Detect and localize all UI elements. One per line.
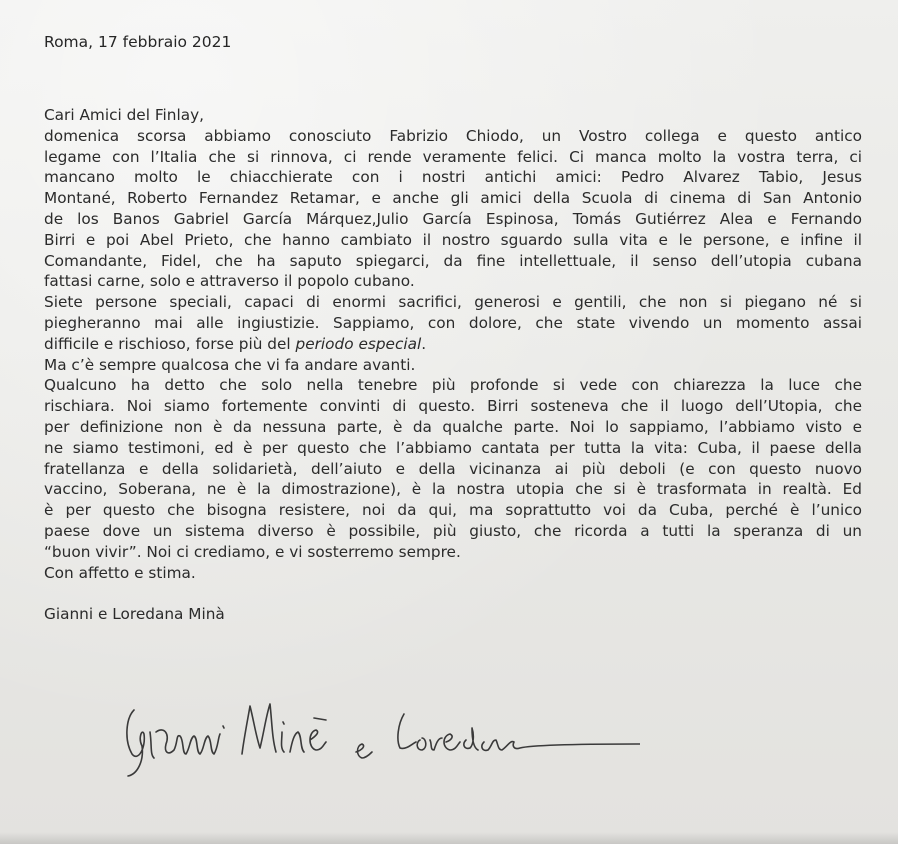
body-line: Ma c’è sempre qualcosa che vi fa andare avanti. xyxy=(44,355,416,374)
body-line: piegheranno mai alle ingiustizie. Sappiamo, con dolore, che state vivendo un momento assai xyxy=(44,313,862,332)
body-line: de los Banos Gabriel García Márquez,Julio García Espinosa, Tomás Gutiérrez Alea e Fernando xyxy=(44,209,862,228)
signature-stroke xyxy=(398,714,640,750)
signature-stroke xyxy=(150,726,224,758)
body-line: Siete persone speciali, capaci di enormi sacrifici, generosi e gentili, che non si piegano né si xyxy=(44,293,862,312)
body-line: Montané, Roberto Fernandez Retamar, e anche gli amici della Scuola di cinema di San Antonio xyxy=(44,189,862,208)
italic-phrase: periodo especial xyxy=(295,334,422,353)
signature-stroke xyxy=(242,704,326,754)
body-line: “buon vivir”. Noi ci crediamo, e vi sosterremo sempre. xyxy=(44,542,461,561)
body-line: Qualcuno ha detto che solo nella tenebre più profonde si vede con chiarezza la luce che xyxy=(44,376,862,395)
signature-stroke xyxy=(356,744,372,758)
closing-line: Con affetto e stima. xyxy=(44,563,196,582)
body-line: vaccino, Soberana, ne è la dimostrazione), è la nostra utopia che si è trasformata in realtà. Ed xyxy=(44,480,862,499)
body-line: fattasi carne, solo e attraverso il popolo cubano. xyxy=(44,272,415,291)
body-line: per definizione non è da nessuna parte, è da qualche parte. Noi lo sappiamo, l’abbiamo visto e xyxy=(44,417,862,436)
body-line: paese dove un sistema diverso è possibile, più giusto, che ricorda a tutti la speranza di un xyxy=(44,521,862,540)
page-bottom-shadow xyxy=(0,832,898,844)
body-line: Comandante, Fidel, che ha saputo spiegarci, da fine intellettuale, il senso dell’utopia cubana xyxy=(44,251,862,270)
italic-suffix: . xyxy=(421,334,427,353)
body-line: domenica scorsa abbiamo conosciuto Fabrizio Chiodo, un Vostro collega e questo antico xyxy=(44,126,862,145)
body-line-text: difficile e rischioso, forse più del xyxy=(44,334,296,353)
body-line: rischiara. Noi siamo fortemente convinti di questo. Birri sosteneva che il luogo dell’Utopia, che xyxy=(44,397,862,416)
letter-date: Roma, 17 febbraio 2021 xyxy=(44,33,232,51)
handwritten-signature xyxy=(120,688,640,778)
salutation: Cari Amici del Finlay, xyxy=(44,106,204,124)
body-line: fratellanza e della solidarietà, dell’aiuto e della vicinanza ai più deboli (e con questo nuovo xyxy=(44,459,862,478)
closing-name: Gianni e Loredana Minà xyxy=(44,605,225,624)
body-line: ne siamo testimoni, ed è per questo che l’abbiamo cantata per tutta la vita: Cuba, il paese della xyxy=(44,438,862,457)
body-line: è per questo che bisogna resistere, noi da qui, ma soprattutto voi da Cuba, perché è l’unico xyxy=(44,501,862,520)
signature-stroke xyxy=(127,710,144,776)
letter-body xyxy=(44,105,862,625)
body-line: legame con l’Italia che si rinnova, ci rende veramente felici. Ci manca molto la vostra terra, ci xyxy=(44,147,862,166)
body-line-with-italic xyxy=(44,334,862,355)
body-line: Birri e poi Abel Prieto, che hanno cambiato il nostro sguardo sulla vita e le persone, e infine il xyxy=(44,230,862,249)
body-line: mancano molto le chiacchierate con i nostri antichi amici: Pedro Alvarez Tabio, Jesus xyxy=(44,168,862,187)
